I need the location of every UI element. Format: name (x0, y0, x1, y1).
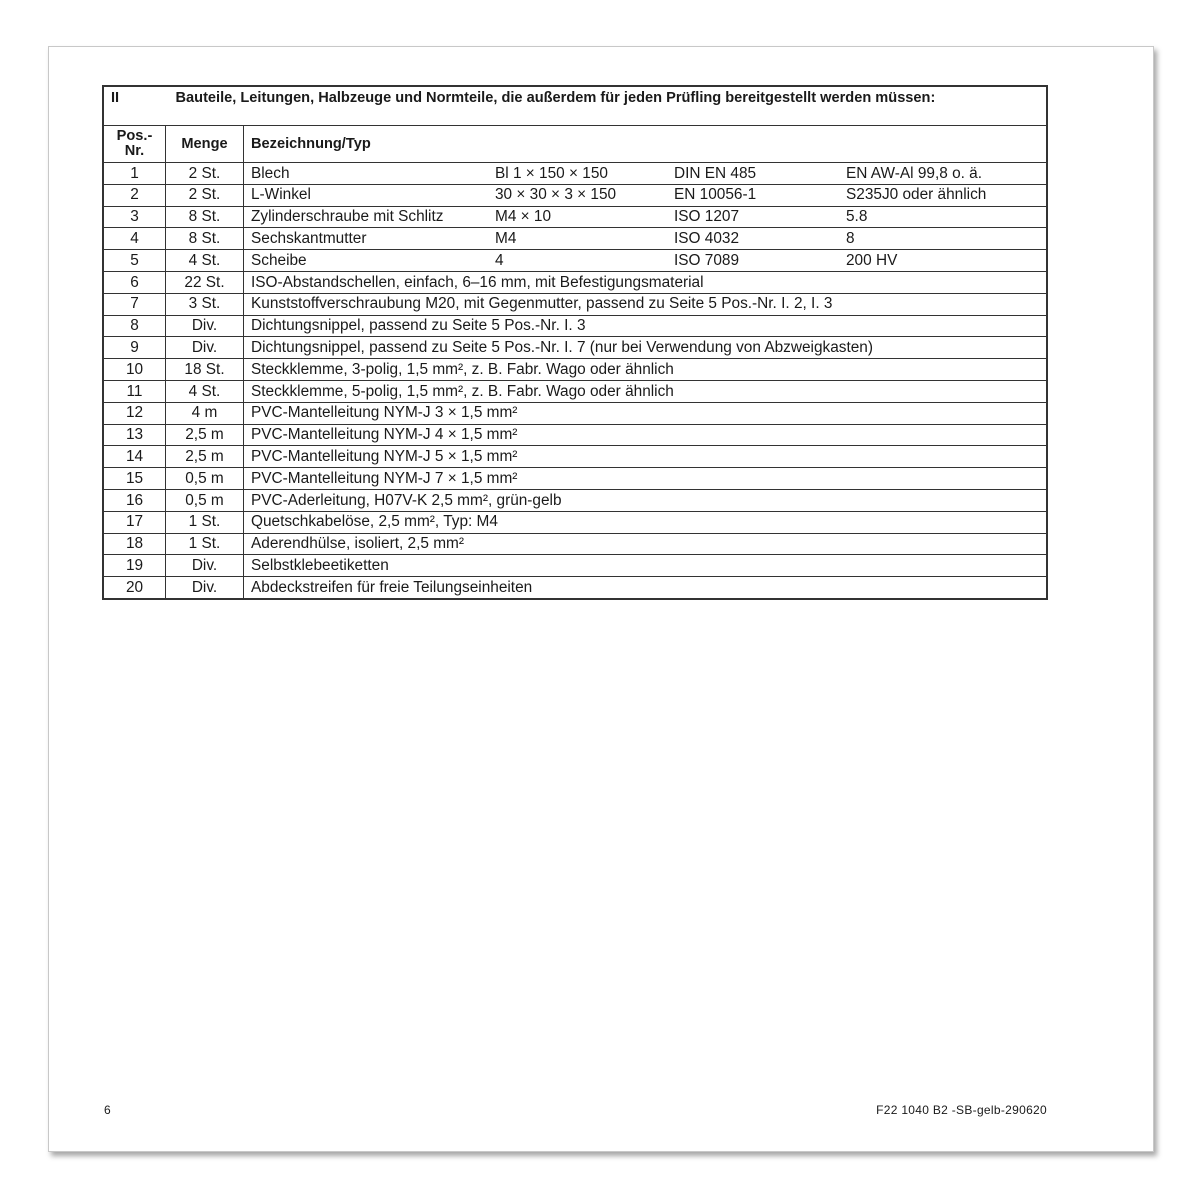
table-row (103, 337, 1047, 359)
cell-menge: 4 m (166, 402, 244, 424)
section-header-row (103, 86, 1047, 126)
table-row (103, 489, 1047, 511)
table-row (103, 163, 1047, 185)
cell-pos: 20 (103, 577, 166, 599)
cell-pos: 11 (103, 380, 166, 402)
cell-menge: 8 St. (166, 228, 244, 250)
cell-pos: 4 (103, 228, 166, 250)
table-row (103, 315, 1047, 337)
table-row (103, 250, 1047, 272)
cell-bezeichnung (244, 337, 1048, 359)
bezeichnung-text: Steckklemme, 3-polig, 1,5 mm² (251, 360, 464, 378)
table-row (103, 271, 1047, 293)
cell-pos: 13 (103, 424, 166, 446)
cell-bezeichnung: Zylinderschraube mit Schlitz (244, 206, 496, 228)
bezeichnung-text: Steckklemme, 5-polig, 1,5 mm² (251, 382, 464, 400)
table-row (103, 511, 1047, 533)
table-row (103, 184, 1047, 206)
cell-menge: 1 St. (166, 533, 244, 555)
header-menge: Menge (166, 126, 244, 163)
cell-werkstoff: S235J0 oder ähnlich (846, 184, 1047, 206)
cell-abmessung: M4 × 10 (495, 206, 674, 228)
cell-pos: 14 (103, 446, 166, 468)
cell-bezeichnung (244, 533, 1048, 555)
cell-pos: 12 (103, 402, 166, 424)
bezeichnung-text: Quetschkabelöse, 2,5 mm² (251, 513, 435, 531)
cell-norm: ISO 7089 (674, 250, 846, 272)
cell-bezeichnung (244, 446, 1048, 468)
bezeichnung-text: Aderendhülse, isoliert, 2,5 mm² (251, 535, 464, 553)
cell-menge: 8 St. (166, 206, 244, 228)
cell-pos: 9 (103, 337, 166, 359)
cell-menge: 2,5 m (166, 424, 244, 446)
cell-abmessung: 30 × 30 × 3 × 150 (495, 184, 674, 206)
cell-bezeichnung (244, 424, 1048, 446)
cell-werkstoff: 8 (846, 228, 1047, 250)
section-title: Bauteile, Leitungen, Halbzeuge und Normteile, die außerdem für jeden Prüfling bereitgestellt werden müssen: (166, 86, 1048, 126)
bezeichnung-text-rest: , grün-gelb (487, 491, 562, 509)
cell-menge: 18 St. (166, 359, 244, 381)
cell-bezeichnung (244, 359, 1048, 381)
cell-menge: Div. (166, 337, 244, 359)
bezeichnung-text: PVC-Mantelleitung NYM-J 5 × 1,5 mm² (251, 447, 518, 465)
cell-bezeichnung: Sechskantmutter (244, 228, 496, 250)
table-row (103, 446, 1047, 468)
table-row (103, 206, 1047, 228)
table-row (103, 380, 1047, 402)
cell-menge: Div. (166, 577, 244, 599)
cell-bezeichnung: Blech (244, 163, 496, 185)
cell-bezeichnung (244, 293, 1048, 315)
cell-pos: 19 (103, 555, 166, 577)
bezeichnung-text: Dichtungsnippel, passend zu Seite 5 Pos.-Nr. I. 3 (251, 317, 586, 335)
bezeichnung-text: PVC-Mantelleitung NYM-J 3 × 1,5 mm² (251, 404, 518, 422)
cell-abmessung: 4 (495, 250, 674, 272)
cell-bezeichnung (244, 315, 1048, 337)
bezeichnung-text: PVC-Aderleitung, H07V-K 2,5 mm² (251, 491, 488, 509)
cell-pos: 10 (103, 359, 166, 381)
table-row (103, 468, 1047, 490)
cell-bezeichnung: L-Winkel (244, 184, 496, 206)
bezeichnung-text-rest: , z. B. Fabr. Wago oder ähnlich (463, 382, 674, 400)
parts-table (102, 85, 1048, 600)
cell-menge: 0,5 m (166, 468, 244, 490)
cell-werkstoff: 200 HV (846, 250, 1047, 272)
table-row (103, 359, 1047, 381)
cell-bezeichnung (244, 468, 1048, 490)
document-code: F22 1040 B2 -SB-gelb-290620 (876, 1103, 1047, 1117)
bezeichnung-text: Kunststoffverschraubung M20, mit Gegenmutter, passend zu Seite 5 Pos.-Nr. I. 2, I. 3 (251, 295, 833, 313)
cell-menge: 4 St. (166, 380, 244, 402)
cell-menge: Div. (166, 315, 244, 337)
cell-pos: 17 (103, 511, 166, 533)
cell-pos: 8 (103, 315, 166, 337)
cell-bezeichnung (244, 402, 1048, 424)
page-number: 6 (104, 1103, 111, 1117)
cell-bezeichnung (244, 271, 1048, 293)
cell-norm: ISO 4032 (674, 228, 846, 250)
cell-werkstoff: EN AW-Al 99,8 o. ä. (846, 163, 1047, 185)
bezeichnung-text-rest: , z. B. Fabr. Wago oder ähnlich (463, 360, 674, 378)
cell-bezeichnung (244, 555, 1048, 577)
cell-pos: 15 (103, 468, 166, 490)
cell-bezeichnung (244, 511, 1048, 533)
document-page (48, 46, 1154, 1152)
cell-pos: 3 (103, 206, 166, 228)
cell-menge: 3 St. (166, 293, 244, 315)
cell-menge: 2,5 m (166, 446, 244, 468)
column-header-row (103, 126, 1047, 163)
cell-pos: 2 (103, 184, 166, 206)
cell-norm: DIN EN 485 (674, 163, 846, 185)
header-pos: Pos.- Nr. (103, 126, 166, 163)
cell-bezeichnung (244, 380, 1048, 402)
cell-menge: 1 St. (166, 511, 244, 533)
table-row (103, 293, 1047, 315)
table-row (103, 533, 1047, 555)
cell-menge: 2 St. (166, 163, 244, 185)
cell-abmessung: M4 (495, 228, 674, 250)
cell-norm: EN 10056-1 (674, 184, 846, 206)
cell-menge: 22 St. (166, 271, 244, 293)
cell-werkstoff: 5.8 (846, 206, 1047, 228)
cell-pos: 7 (103, 293, 166, 315)
bezeichnung-text: PVC-Mantelleitung NYM-J 7 × 1,5 mm² (251, 469, 518, 487)
cell-bezeichnung (244, 577, 1048, 599)
cell-pos: 1 (103, 163, 166, 185)
bezeichnung-text-rest: , Typ: M4 (434, 513, 498, 531)
table-row (103, 555, 1047, 577)
bezeichnung-text: Dichtungsnippel, passend zu Seite 5 Pos.-Nr. I. 7 (nur bei Verwendung von Abzweigkasten) (251, 338, 873, 356)
bezeichnung-text: Abdeckstreifen für freie Teilungseinheiten (251, 578, 533, 596)
cell-menge: 0,5 m (166, 489, 244, 511)
cell-norm: ISO 1207 (674, 206, 846, 228)
cell-pos: 16 (103, 489, 166, 511)
table-row (103, 402, 1047, 424)
header-bezeichnung: Bezeichnung/Typ (244, 126, 1048, 163)
table-row (103, 577, 1047, 599)
cell-pos: 18 (103, 533, 166, 555)
bezeichnung-text: Selbstklebeetiketten (251, 556, 389, 574)
cell-menge: Div. (166, 555, 244, 577)
cell-bezeichnung (244, 489, 1048, 511)
cell-bezeichnung: Scheibe (244, 250, 496, 272)
table-row (103, 228, 1047, 250)
cell-menge: 4 St. (166, 250, 244, 272)
cell-abmessung: Bl 1 × 150 × 150 (495, 163, 674, 185)
bezeichnung-text: PVC-Mantelleitung NYM-J 4 × 1,5 mm² (251, 426, 518, 444)
section-number: II (103, 86, 166, 126)
table-row (103, 424, 1047, 446)
cell-pos: 6 (103, 271, 166, 293)
cell-pos: 5 (103, 250, 166, 272)
bezeichnung-text: ISO-Abstandschellen, einfach, 6–16 mm, mit Befestigungsmaterial (251, 273, 704, 291)
cell-menge: 2 St. (166, 184, 244, 206)
